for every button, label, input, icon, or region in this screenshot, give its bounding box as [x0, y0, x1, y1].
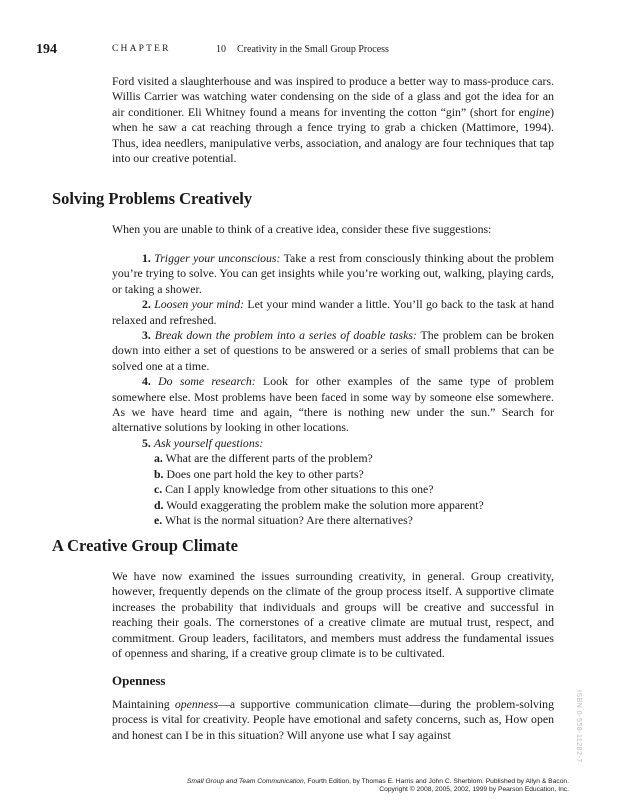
sub-list-item: c. Can I apply knowledge from other situations to this one?	[154, 482, 434, 497]
section-heading-creative-climate: A Creative Group Climate	[52, 536, 238, 555]
intro-paragraph: Ford visited a slaughterhouse and was inspired to produce a better way to mass-produce cars. Willis Carrier was watching water condensing on the side of a glass and got the idea for an air conditioner. Eli Whitney found a means for inventing the cotton “gin” (short for engine) when he saw a cat reaching through a fence trying to grab a chicken (Mattimore, 1994). Thus, idea needlers, manipulative verbs, association, and analogy are four techniques that tap into our creative potential.	[112, 74, 554, 166]
chapter-label: CHAPTER	[112, 44, 171, 54]
sub-list-item: a. What are the different parts of the problem?	[154, 451, 373, 466]
page-number: 194	[36, 42, 57, 57]
suggestions-lead: When you are unable to think of a creative idea, consider these five suggestions:	[112, 222, 492, 236]
list-item: 1. Trigger your unconscious: Take a rest from consciously thinking about the problem you’re trying to solve. You can get insights while you’re working out, walking, playing cards, or taking a shower.	[112, 251, 554, 296]
list-item: 4. Do some research: Look for other examples of the same type of problem somewhere else. Most problems have been faced in some way by someone else somewhere. As we have heard time and again, “there is nothing new under the sun.” Search for alternative solutions by looking in other locations.	[112, 374, 554, 435]
openness-paragraph: Maintaining openness—a supportive communication climate—during the problem-solving process is vital for creativity. People have emotional and safety concerns, such as, How open and honest can I be in this situation? Will anyone use what I say against	[112, 697, 554, 742]
subheading-openness: Openness	[112, 673, 166, 688]
chapter-number: 10	[216, 44, 226, 55]
climate-paragraph: We have now examined the issues surrounding creativity, in general. Group creativity, however, frequently depends on the climate of the group process itself. A supportive climate increases the probability that individuals and groups will be creative and successful in reaching their goals. The cornerstones of a creative climate are mutual trust, respect, and commitment. Group leaders, facilitators, and members must address the fundamental issues of openness and sharing, if a creative group climate is to be cultivated.	[112, 569, 554, 661]
section-heading-solving-problems: Solving Problems Creatively	[52, 189, 253, 208]
suggestions-list	[112, 251, 554, 528]
copyright-footer: Small Group and Team Communication, Fourth Edition, by Thomas E. Harris and John C. Sherblom. Published by Allyn & Bacon. Copyright © 2008, 2005, 2002, 1999 by Pearson Education, Inc.	[186, 778, 569, 794]
running-header	[36, 42, 596, 58]
list-item: 5. Ask yourself questions:	[142, 435, 264, 450]
list-item: 3. Break down the problem into a series of doable tasks: The problem can be broken down into either a set of questions to be answered or a series of small problems that can be solved one at a time.	[112, 328, 554, 373]
isbn-margin-note: ISBN 0-558-11282-7	[575, 690, 582, 763]
chapter-title: Creativity in the Small Group Process	[237, 44, 389, 55]
sub-list-item: d. Would exaggerating the problem make the solution more apparent?	[154, 497, 484, 512]
list-item: 2. Loosen your mind: Let your mind wander a little. You’ll go back to the task at hand relaxed and refreshed.	[112, 297, 554, 327]
sub-list-item: b. Does one part hold the key to other parts?	[154, 466, 364, 481]
sub-list-item: e. What is the normal situation? Are there alternatives?	[154, 512, 413, 527]
